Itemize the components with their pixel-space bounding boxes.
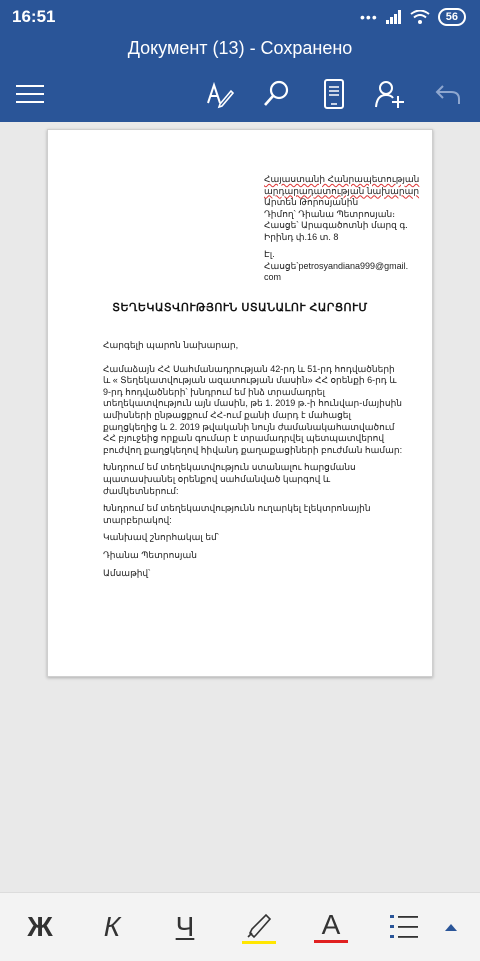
font-color-button[interactable] [309,905,353,949]
document-body [103,340,403,585]
date-line: Ամսաթիվ՝ [103,567,151,578]
greeting-paragraph: Հարգելի պարոն նախարար, [103,340,239,350]
top-toolbar [0,66,480,122]
address-line: com [264,272,282,282]
bullet-list-icon [388,912,420,942]
address-line: Արտեն Թորոսյանին [264,197,359,207]
highlight-button[interactable] [237,905,281,949]
undo-button[interactable] [428,74,468,114]
bold-button[interactable] [18,905,62,949]
font-color-bar [314,940,348,943]
mobile-view-icon [323,79,345,109]
document-title: Документ (13) - Сохранено [0,34,480,66]
request-paragraph: Համաձայն ՀՀ Սահմանադրության 42-րդ և 51-րդ հոդվածների և « Տեղեկատվության ազատության մասին» ՀՀ օրենքի 6-րդ և 9-րդ հոդվածների՝ խնդրում եմ ինձ տրամադրել տեղեկատվություն այն մասին, թե 1. 2019 թ.-ի հունվար-մայիսին ամիսների ընթացքում ՀՀ-ում քանի մարդ է մահացել քաղցկեղից և 2. 2019 թվականի նույն ժամանակահատվածում ՀՀ բյուջեից որքան գումար է տրամադրվել պետպատվերով բուժվող քաղցկեղով հիվանդ քաղաքացիների բուժման համար: [103,363,403,455]
pen-edit-icon [205,79,235,109]
undo-icon [435,82,461,106]
wifi-icon [410,10,430,24]
share-button[interactable] [370,74,410,114]
document-heading: ՏԵՂԵԿԱՏՎՈՒԹՅՈՒՆ ՍՏԱՆԱԼՈՒ ՀԱՐՑՈՒՄ [112,302,368,314]
caret-up-icon [444,922,458,932]
signature-line: Դիանա Պետրոսյան [103,549,197,560]
underline-button[interactable] [163,905,207,949]
formatting-toolbar [0,892,480,961]
address-line: արդարադատության նախարար [264,185,420,196]
search-icon [261,79,291,109]
font-color-icon: А [321,908,341,940]
bullets-button[interactable] [382,905,426,949]
electronic-delivery-paragraph: Խնդրում եմ տեղեկատվությունն ուղարկել էլեկտրոնային տարբերակով: [103,503,371,525]
address-line: Իրինդ փ.16 տ. 8 [264,231,339,242]
document-page[interactable] [47,129,433,677]
hamburger-icon [16,84,44,104]
document-canvas[interactable] [0,122,480,892]
search-button[interactable] [256,74,296,114]
thanks-line: Կանխավ շնորհակալ եմ՝ [103,532,219,543]
add-person-icon [374,79,406,109]
deadline-paragraph: Խնդրում եմ տեղեկատվություն ստանալու հարցմանս պատասխանել օրենքով սահմանված կարգով և ժամկետներում: [103,462,356,496]
underline-icon: Ч [175,911,195,942]
italic-icon: К [103,911,121,942]
signal-icon [386,10,402,24]
status-icons [360,8,466,26]
address-line: Հասցե՝ Արագածոտնի մարզ գ. [264,220,408,230]
bold-icon: Ж [27,911,53,942]
notification-dots-icon: ••• [360,9,378,25]
recipient-address-block [264,174,424,284]
address-line: Հասցե՝petrosyandiana999@gmail. [264,260,409,271]
menu-button[interactable] [10,74,50,114]
status-time: 16:51 [12,7,56,26]
highlight-color-bar [242,941,276,944]
address-line: Հայաստանի Հանրապետության [264,174,420,184]
expand-toolbar-button[interactable] [434,905,468,949]
address-line: Էլ. [264,249,275,259]
italic-button[interactable] [90,905,134,949]
battery-indicator: 56 [438,8,466,26]
status-bar [0,0,480,34]
highlighter-icon [244,911,274,939]
mobile-view-button[interactable] [314,74,354,114]
address-line: Դիմող՝ Դիանա Պետրոսյան։ [264,208,396,219]
editing-tools-button[interactable] [200,74,240,114]
